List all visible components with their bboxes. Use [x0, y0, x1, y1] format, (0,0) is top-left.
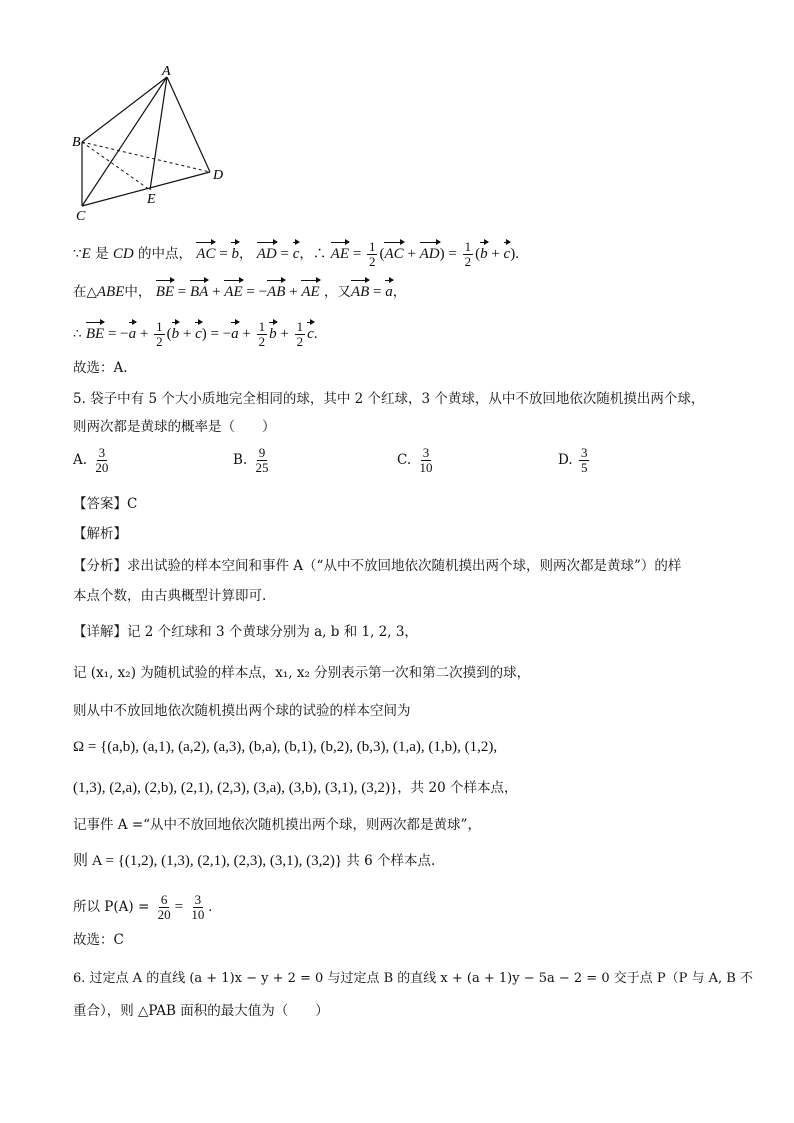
answer-value: C	[127, 496, 138, 512]
vector-b: b	[231, 246, 239, 262]
detail-text: 记 2 个红球和 3 个黄球分别为 a, b 和 1, 2, 3，	[127, 624, 418, 640]
q5-stem-line-2: 则两次都是黄球的概率是（ ）	[73, 419, 276, 435]
text: 的中点，	[138, 246, 192, 262]
answer-line-q5	[73, 494, 137, 514]
because-symbol: ∵	[73, 246, 82, 262]
text: 是	[95, 246, 109, 262]
detail-line-3: 则从中不放回地依次随机摸出两个球的试验的样本空间为	[73, 703, 411, 719]
answer-tag: 【答案】	[73, 496, 127, 512]
answer-line-q4: 故选：A.	[73, 360, 128, 376]
sample-space-line-1: Ω = {(a,b), (a,1), (a,2), (a,3), (b,a), (b,1), (b,2), (b,3), (1,a), (1,b), (1,2),	[73, 739, 498, 755]
q5-stem-line-1: 5. 袋子中有 5 个大小质地完全相同的球，其中 2 个红球，3 个黄球，从中不放回地依次随机摸出两个球，	[73, 391, 705, 407]
analysis-tag: 【解析】	[73, 526, 127, 542]
vector-a: a	[385, 284, 393, 300]
text: 中，	[124, 284, 152, 300]
event-a-set-line	[73, 851, 435, 871]
fenxi-tag: 【分析】	[73, 558, 127, 574]
option-c[interactable]	[397, 446, 436, 475]
text: 在△	[73, 284, 97, 300]
probability-fraction-1: $\frac{6}{20}$	[157, 892, 171, 922]
fenxi-text: 求出试验的样本空间和事件 A（“从中不放回地依次随机摸出两个球，则两次都是黄球”）的样	[127, 558, 682, 574]
solution-line-2: 在△ABE中， BE = BA + AE = −AB + AE ，又AB = a，	[73, 284, 407, 300]
triangle-abe: ABE	[96, 284, 125, 300]
answer-line-q5-final: 故选：C	[73, 932, 124, 948]
fraction-half: $\frac{1}{2}$	[464, 239, 472, 269]
option-label: C.	[397, 452, 412, 468]
probability-label: 所以 P(A) =	[73, 899, 150, 915]
label-A: A	[162, 64, 171, 79]
q6-stem-line-2: 重合），则 △PAB 面积的最大值为（ ）	[73, 1003, 329, 1019]
text: ，∴	[299, 246, 327, 262]
option-label: B.	[233, 452, 248, 468]
fraction-half: $\frac{1}{2}$	[368, 239, 376, 269]
vector-ae: AE	[330, 246, 349, 262]
event-a-count: 共 6 个样本点.	[346, 853, 436, 869]
label-D: D	[213, 168, 224, 183]
fenxi-line-1	[73, 556, 681, 576]
label-B: B	[72, 135, 81, 150]
option-fraction: $\frac{9}{25}$	[255, 445, 269, 475]
vector-ad: AD	[256, 246, 277, 262]
therefore-symbol: ∴	[73, 326, 82, 342]
option-label: D.	[558, 452, 573, 468]
event-a-set: 则 A = {(1,2), (1,3), (2,1), (2,3), (3,1), (3,2)}	[73, 853, 343, 869]
detail-line-2: 记 (x₁, x₂) 为随机试验的样本点，x₁, x₂ 分别表示第一次和第二次摸到的球，	[73, 665, 531, 681]
option-fraction: $\frac{3}{5}$	[580, 445, 588, 475]
text: ，	[238, 246, 253, 262]
segment-cd: CD	[112, 246, 134, 262]
option-d[interactable]	[558, 446, 591, 475]
option-a[interactable]	[73, 446, 112, 475]
event-a-line: 记事件 A =“从中不放回地依次随机摸出两个球，则两次都是黄球”，	[73, 817, 481, 833]
detail-tag: 【详解】	[73, 624, 127, 640]
solution-line-3: ∴ BE = −a + $\frac{1}{2}$ (b + c) = −a + $\frac{1}{2}$ b + $\frac{1}{2}$ c.	[73, 319, 318, 349]
label-E: E	[147, 192, 156, 207]
vector-c: c	[292, 246, 300, 262]
q6-stem-line-1: 6. 过定点 A 的直线 (a + 1)x − y + 2 = 0 与过定点 B 的直线 x + (a + 1)y − 5a − 2 = 0 交于点 P（P 与 A, B 不	[73, 971, 753, 986]
label-C: C	[76, 209, 86, 222]
option-b[interactable]	[233, 446, 273, 475]
detail-line-1	[73, 622, 418, 642]
text: ，又	[323, 284, 351, 300]
point-e: E	[81, 246, 91, 262]
option-fraction: $\frac{3}{20}$	[95, 445, 109, 475]
solution-line-1: ∵E 是 CD 的中点， AC = b， AD = c，∴ AE = $\frac{1}{2}$ (AC + AD) = $\frac{1}{2}$ (b + c).	[73, 239, 519, 269]
probability-line: 所以 P(A) = $\frac{6}{20}$ = $\frac{3}{10}$ .	[73, 892, 213, 922]
option-label: A.	[73, 452, 88, 468]
probability-fraction-2: $\frac{3}{10}$	[191, 892, 205, 922]
vector-ac: AC	[196, 246, 216, 262]
fenxi-line-2: 本点个数，由古典概型计算即可.	[73, 588, 267, 604]
sample-space-set: (1,3), (2,a), (2,b), (2,1), (2,3), (3,a), (3,b), (3,1), (3,2)}	[73, 780, 398, 796]
sample-space-line-2	[73, 778, 517, 798]
sample-count: ，共 20 个样本点，	[397, 780, 518, 796]
tetrahedron-figure	[68, 62, 238, 222]
option-fraction: $\frac{3}{10}$	[419, 445, 433, 475]
